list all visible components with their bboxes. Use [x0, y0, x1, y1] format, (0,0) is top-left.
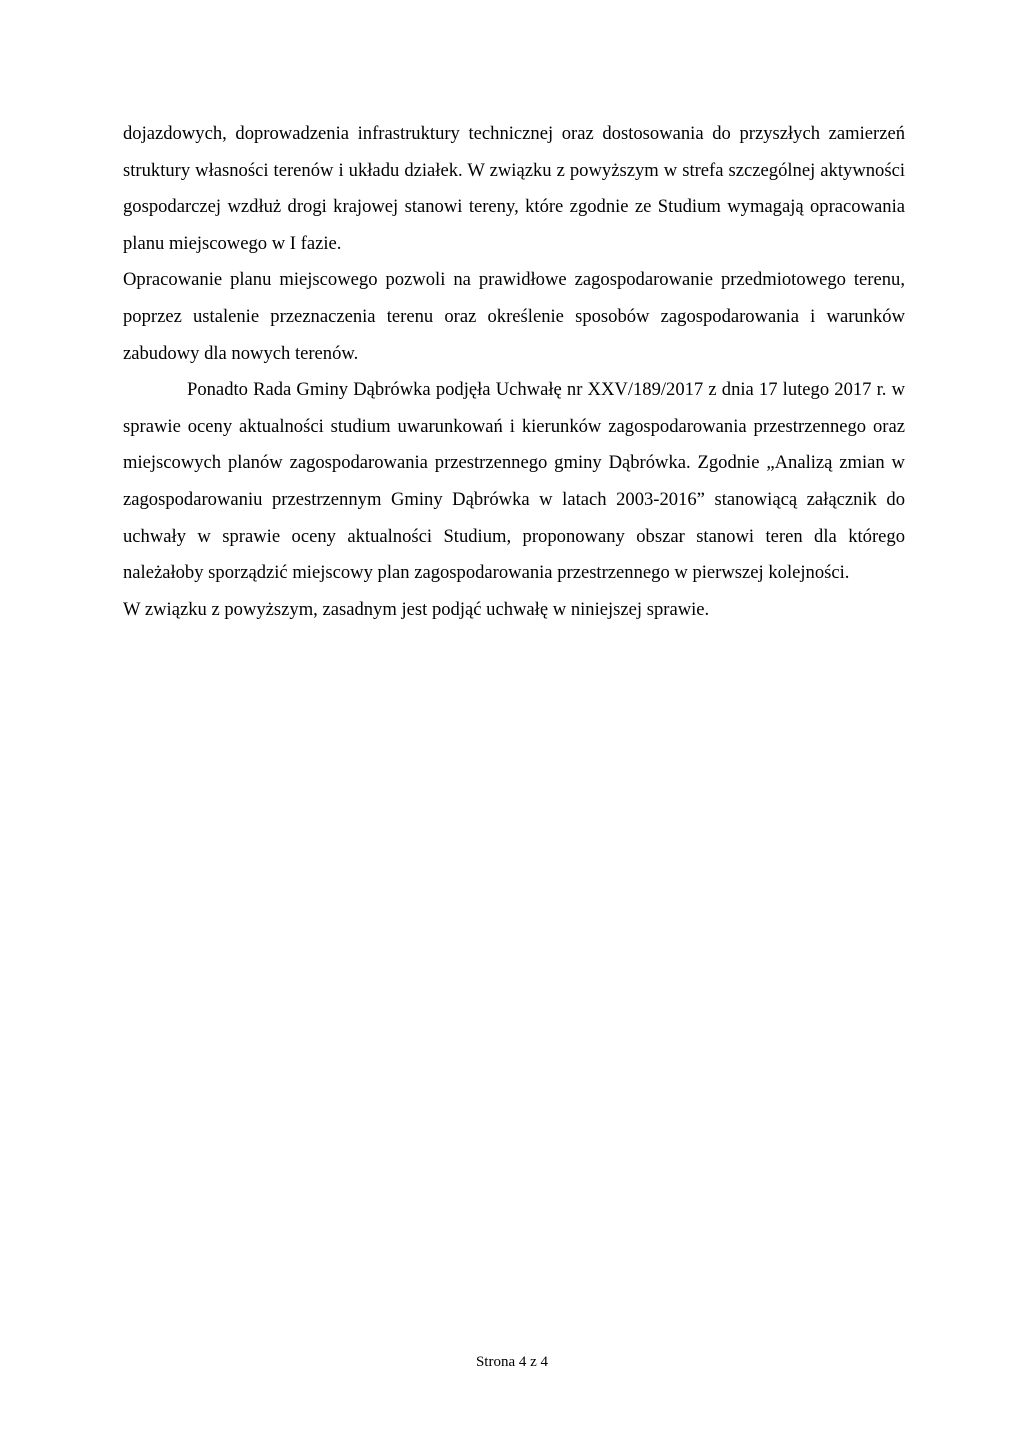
paragraph-plan-purpose: Opracowanie planu miejscowego pozwoli na prawidłowe zagospodarowanie przedmiotowego terenu, poprzez ustalenie przeznaczenia terenu oraz określenie sposobów zagospodarowania i warunków zabudowy dla nowych terenów.	[123, 269, 905, 364]
paragraph-continuation: dojazdowych, doprowadzenia infrastruktury technicznej oraz dostosowania do przyszłych zamierzeń struktury własności terenów i układu działek. W związku z powyższym w strefa szczególnej aktywności gospodarczej wzdłuż drogi krajowej stanowi tereny, które zgodnie ze Studium wymagają opracowania planu miejscowego w I fazie.	[123, 123, 905, 254]
paragraph-conclusion: W związku z powyższym, zasadnym jest podjąć uchwałę w niniejszej sprawie.	[123, 598, 710, 620]
page-number-footer: Strona 4 z 4	[475, 1354, 549, 1370]
document-body	[123, 116, 905, 628]
paragraph-resolution: Ponadto Rada Gminy Dąbrówka podjęła Uchwałę nr XXV/189/2017 z dnia 17 lutego 2017 r. w sprawie oceny aktualności studium uwarunkowań i kierunków zagospodarowania przestrzennego oraz miejscowych planów zagospodarowania przestrzennego gminy Dąbrówka. Zgodnie „Analizą zmian w zagospodarowaniu przestrzennym Gminy Dąbrówka w latach 2003-2016” stanowiącą załącznik do uchwały w sprawie oceny aktualności Studium, proponowany obszar stanowi teren dla którego należałoby sporządzić miejscowy plan zagospodarowania przestrzennego w pierwszej kolejności.	[123, 379, 905, 584]
